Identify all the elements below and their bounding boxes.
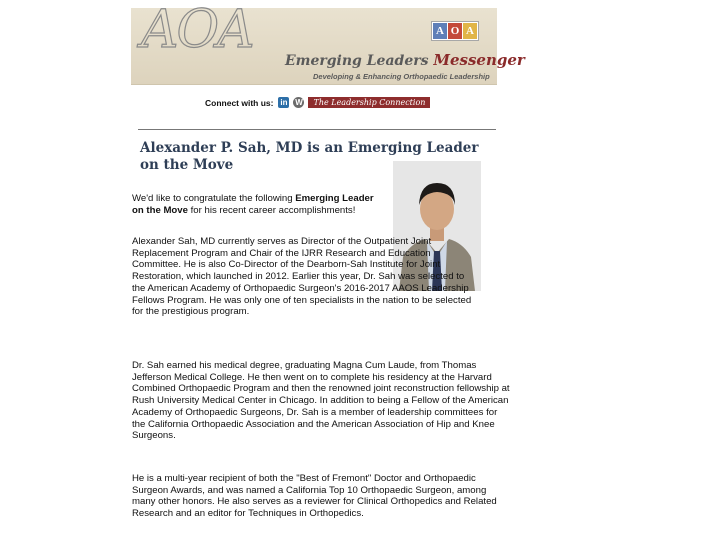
connect-label: Connect with us: (205, 97, 274, 108)
header-banner (131, 0, 525, 85)
aoa-logo (431, 21, 479, 41)
connect-row (205, 97, 430, 108)
masthead-prefix: Emerging Leaders (285, 53, 429, 69)
career-paragraph: Alexander Sah, MD currently serves as Director of the Outpatient Joint Replacement Program and Chair of the IJRR Research and Education Committee. He is also Co-Director of the Dearborn-Sah Institute for Joint Restoration, which launched in 2012. Earlier this year, Dr. Sah was selected to the American Academy of Orthopaedic Surgeon's 2016-2017 AAOS Leadership Fellows Program. He was only one of ten specialists in the nation to be selected for the prestigious program. (132, 236, 472, 318)
leadership-connection-link[interactable]: The Leadership Connection (308, 97, 430, 108)
intro-bold: Emerging Leader on the Move (132, 193, 374, 216)
intro-paragraph (132, 193, 387, 216)
intro-after: for his recent career accomplishments! (187, 204, 356, 216)
masthead-suffix: Messenger (433, 51, 525, 69)
tagline: Developing & Enhancing Orthopaedic Leadership (313, 72, 490, 81)
logo-letter-o: O (448, 23, 462, 39)
awards-paragraph: He is a multi-year recipient of both the "Best of Fremont" Doctor and Orthopaedic Surgeon Awards, and was named a California Top 10 Orthopaedic Surgeon, among many other honors. He also serves as a reviewer for Clinical Orthopedics and Related Research and an editor for Techniques in Orthopedics. (132, 473, 497, 520)
divider (138, 129, 496, 130)
intro-before: We'd like to congratulate the following (132, 193, 296, 204)
wordpress-icon[interactable]: W (295, 98, 303, 107)
article-headline: Alexander P. Sah, MD is an Emerging Leader on the Move (140, 140, 479, 173)
education-paragraph: Dr. Sah earned his medical degree, graduating Magna Cum Laude, from Thomas Jefferson Medical College. He then went on to complete his residency at the Harvard Combined Orthopaedic Program and then the renowned joint reconstruction fellowship at Rush University Medical Center in Chicago. In addition to being a Fellow of the American Academy of Orthopaedic Surgeons, Dr. Sah is a member of leadership committees for the California Orthopaedic Association and the American Association of Hip and Knee Surgeons. (132, 360, 510, 442)
masthead-title (285, 51, 525, 69)
logo-letter-a2: A (463, 23, 477, 39)
aoa-script-logo: AOA (141, 0, 253, 60)
linkedin-icon[interactable]: in (280, 98, 288, 107)
logo-letter-a: A (433, 23, 447, 39)
